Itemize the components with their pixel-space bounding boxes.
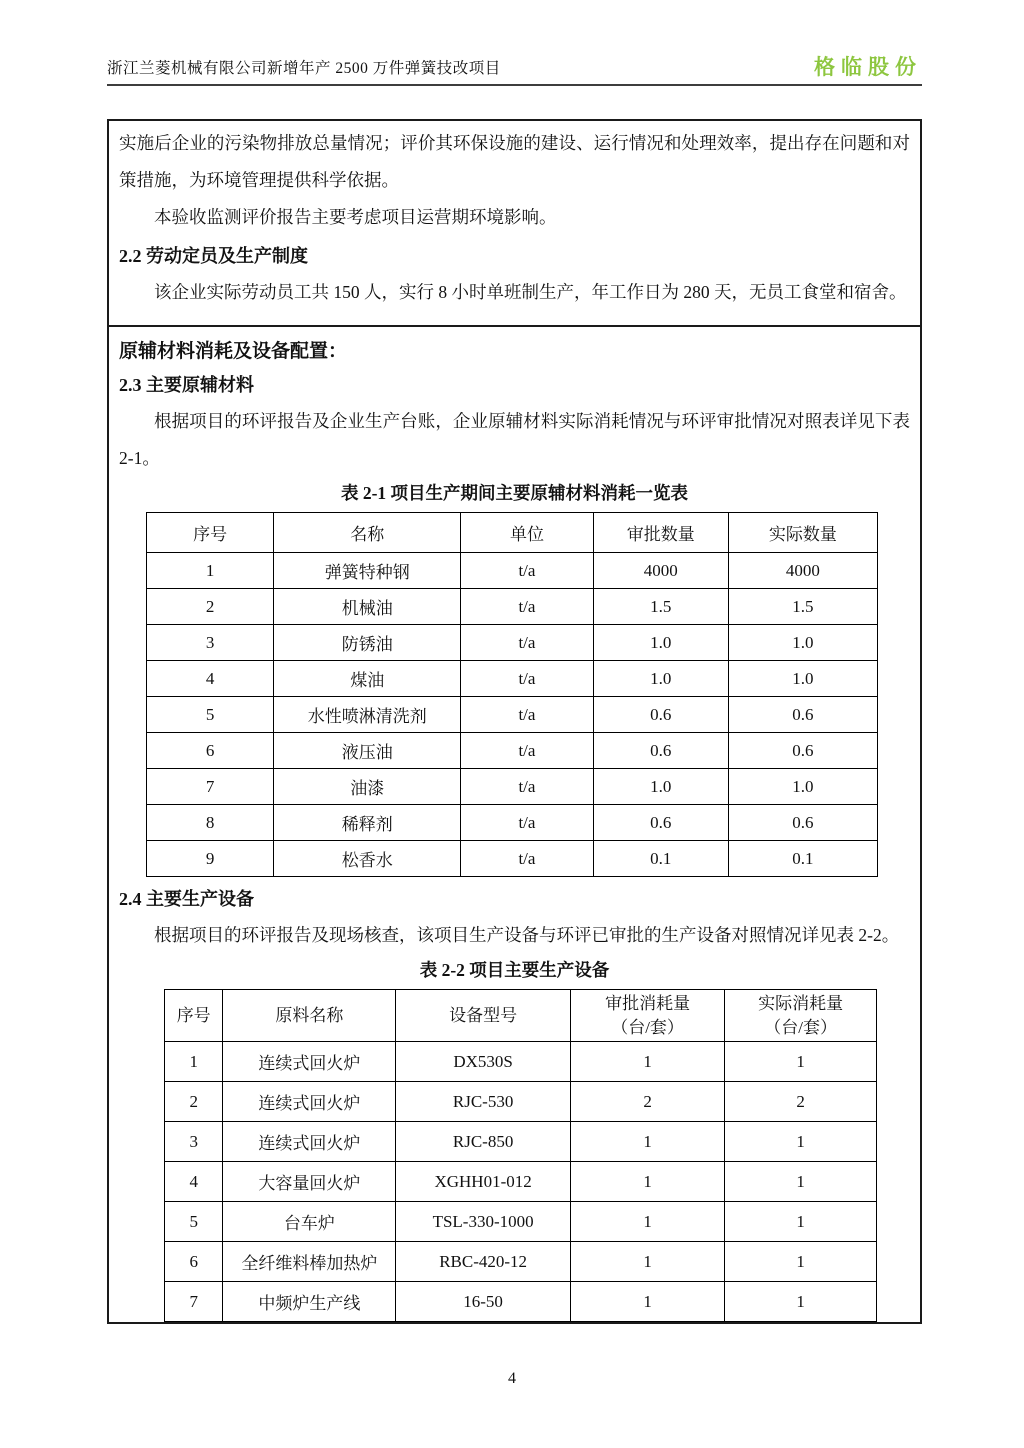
column-header: 审批消耗量 （台/套）: [570, 990, 725, 1042]
table-cell: 5: [165, 1202, 223, 1242]
table-cell: t/a: [461, 589, 593, 625]
table-cell: 1: [725, 1122, 877, 1162]
page-number: 4: [508, 1370, 516, 1387]
table-cell: 中频炉生产线: [223, 1282, 396, 1322]
table-cell: t/a: [461, 805, 593, 841]
table-cell: t/a: [461, 625, 593, 661]
table-row: [147, 805, 878, 841]
table-cell: 连续式回火炉: [223, 1042, 396, 1082]
table-cell: 2: [147, 589, 274, 625]
table-cell: 液压油: [274, 733, 461, 769]
table-cell: 16-50: [396, 1282, 570, 1322]
table-cell: 0.6: [728, 805, 877, 841]
table-row: [147, 661, 878, 697]
table-cell: t/a: [461, 733, 593, 769]
table-cell: 全纤维料棒加热炉: [223, 1242, 396, 1282]
column-header: 序号: [147, 513, 274, 553]
table-cell: 1.5: [593, 589, 728, 625]
column-header: 原料名称: [223, 990, 396, 1042]
table-cell: 5: [147, 697, 274, 733]
table-row: [165, 1162, 877, 1202]
table-row: [165, 1282, 877, 1322]
table-cell: t/a: [461, 697, 593, 733]
paragraph-report-scope: 本验收监测评价报告主要考虑项目运营期环境影响。: [154, 207, 557, 227]
section-heading-2-4: 2.4 主要生产设备: [119, 889, 254, 909]
table-cell: 2: [725, 1082, 877, 1122]
column-header: 序号: [165, 990, 223, 1042]
table-cell: RJC-850: [396, 1122, 570, 1162]
brand-logo: 格临股份: [814, 56, 922, 79]
table-cell: 松香水: [274, 841, 461, 877]
table-cell: 机械油: [274, 589, 461, 625]
table-cell: 9: [147, 841, 274, 877]
table-row: [165, 1242, 877, 1282]
table-cell: 1: [725, 1202, 877, 1242]
table-cell: 7: [165, 1282, 223, 1322]
table-cell: 1: [147, 553, 274, 589]
table-cell: t/a: [461, 841, 593, 877]
table-cell: 1: [570, 1122, 725, 1162]
table-row: [147, 553, 878, 589]
table-cell: 1: [725, 1282, 877, 1322]
table-cell: XGHH01-012: [396, 1162, 570, 1202]
table-cell: 4000: [728, 553, 877, 589]
table-cell: 1.0: [728, 625, 877, 661]
table-row: [147, 625, 878, 661]
table-cell: 1.5: [728, 589, 877, 625]
table-cell: t/a: [461, 769, 593, 805]
equipment-table: [164, 989, 877, 1322]
table-cell: 连续式回火炉: [223, 1122, 396, 1162]
paragraph-materials-intro: 根据项目的环评报告及企业生产台账，企业原辅材料实际消耗情况与环评审批情况对照表详见下表 2-1。: [119, 411, 910, 468]
column-header: 实际消耗量 （台/套）: [725, 990, 877, 1042]
table-cell: 煤油: [274, 661, 461, 697]
table-cell: 1: [725, 1162, 877, 1202]
table-cell: 1.0: [728, 769, 877, 805]
table-cell: 4: [147, 661, 274, 697]
table-cell: 8: [147, 805, 274, 841]
table-cell: 0.6: [728, 697, 877, 733]
paragraph-pollution-summary: 实施后企业的污染物排放总量情况；评价其环保设施的建设、运行情况和处理效率，提出存在问题和对策措施，为环境管理提供科学依据。: [119, 133, 910, 190]
table-cell: RJC-530: [396, 1082, 570, 1122]
table-cell: 0.6: [593, 697, 728, 733]
table-cell: 2: [570, 1082, 725, 1122]
table-cell: 1.0: [593, 625, 728, 661]
table-cell: 7: [147, 769, 274, 805]
table-cell: 1: [165, 1042, 223, 1082]
table-cell: 弹簧特种钢: [274, 553, 461, 589]
table-cell: 3: [147, 625, 274, 661]
section-heading-2-2: 2.2 劳动定员及生产制度: [119, 246, 308, 266]
table-row: [147, 733, 878, 769]
materials-table: [146, 512, 878, 877]
table-cell: 1: [725, 1242, 877, 1282]
table-cell: 稀释剂: [274, 805, 461, 841]
column-header: 单位: [461, 513, 593, 553]
materials-table-caption: 表 2-1 项目生产期间主要原辅材料消耗一览表: [340, 483, 689, 503]
table-cell: t/a: [461, 553, 593, 589]
table-cell: 连续式回火炉: [223, 1082, 396, 1122]
page-header: [107, 56, 922, 86]
column-header: 实际数量: [728, 513, 877, 553]
section-heading-materials-config: 原辅材料消耗及设备配置：: [119, 341, 348, 362]
table-cell: RBC-420-12: [396, 1242, 570, 1282]
table-cell: 1: [570, 1162, 725, 1202]
table-row: [147, 697, 878, 733]
table-cell: 1.0: [728, 661, 877, 697]
table-cell: 大容量回火炉: [223, 1162, 396, 1202]
table-cell: 1: [570, 1202, 725, 1242]
column-header: 审批数量: [593, 513, 728, 553]
table-cell: 0.6: [728, 733, 877, 769]
column-header: 设备型号: [396, 990, 570, 1042]
table-cell: 4000: [593, 553, 728, 589]
table-cell: 1.0: [593, 661, 728, 697]
table-cell: 油漆: [274, 769, 461, 805]
content-box-overview: [107, 119, 922, 327]
table-row: [147, 769, 878, 805]
section-heading-2-3: 2.3 主要原辅材料: [119, 375, 254, 395]
table-row: [165, 1122, 877, 1162]
table-cell: 0.1: [728, 841, 877, 877]
table-row: [165, 1042, 877, 1082]
table-cell: 0.6: [593, 733, 728, 769]
table-cell: 水性喷淋清洗剂: [274, 697, 461, 733]
table-cell: 0.6: [593, 805, 728, 841]
table-cell: 1: [570, 1242, 725, 1282]
table-row: [165, 1202, 877, 1242]
paragraph-labor-system: 该企业实际劳动员工共 150 人，实行 8 小时单班制生产，年工作日为 280 天，无员工食堂和宿舍。: [154, 282, 907, 302]
table-cell: 1: [725, 1042, 877, 1082]
paragraph-equipment-intro: 根据项目的环评报告及现场核查，该项目生产设备与环评已审批的生产设备对照情况详见表 2-2。: [154, 925, 900, 945]
table-cell: 2: [165, 1082, 223, 1122]
table-cell: 防锈油: [274, 625, 461, 661]
table-cell: 6: [165, 1242, 223, 1282]
table-cell: 1: [570, 1282, 725, 1322]
table-row: [147, 589, 878, 625]
table-cell: 3: [165, 1122, 223, 1162]
equipment-table-caption: 表 2-2 项目主要生产设备: [419, 960, 610, 980]
table-row: [165, 1082, 877, 1122]
table-header-row: [147, 513, 878, 553]
table-row: [147, 841, 878, 877]
header-title: 浙江兰菱机械有限公司新增年产 2500 万件弹簧技改项目: [107, 60, 501, 77]
table-cell: 0.1: [593, 841, 728, 877]
table-header-row: [165, 990, 877, 1042]
table-cell: 4: [165, 1162, 223, 1202]
table-cell: DX530S: [396, 1042, 570, 1082]
content-box-materials-equipment: [107, 325, 922, 1324]
table-cell: t/a: [461, 661, 593, 697]
table-cell: 6: [147, 733, 274, 769]
table-cell: TSL-330-1000: [396, 1202, 570, 1242]
table-cell: 台车炉: [223, 1202, 396, 1242]
table-cell: 1.0: [593, 769, 728, 805]
table-cell: 1: [570, 1042, 725, 1082]
column-header: 名称: [274, 513, 461, 553]
